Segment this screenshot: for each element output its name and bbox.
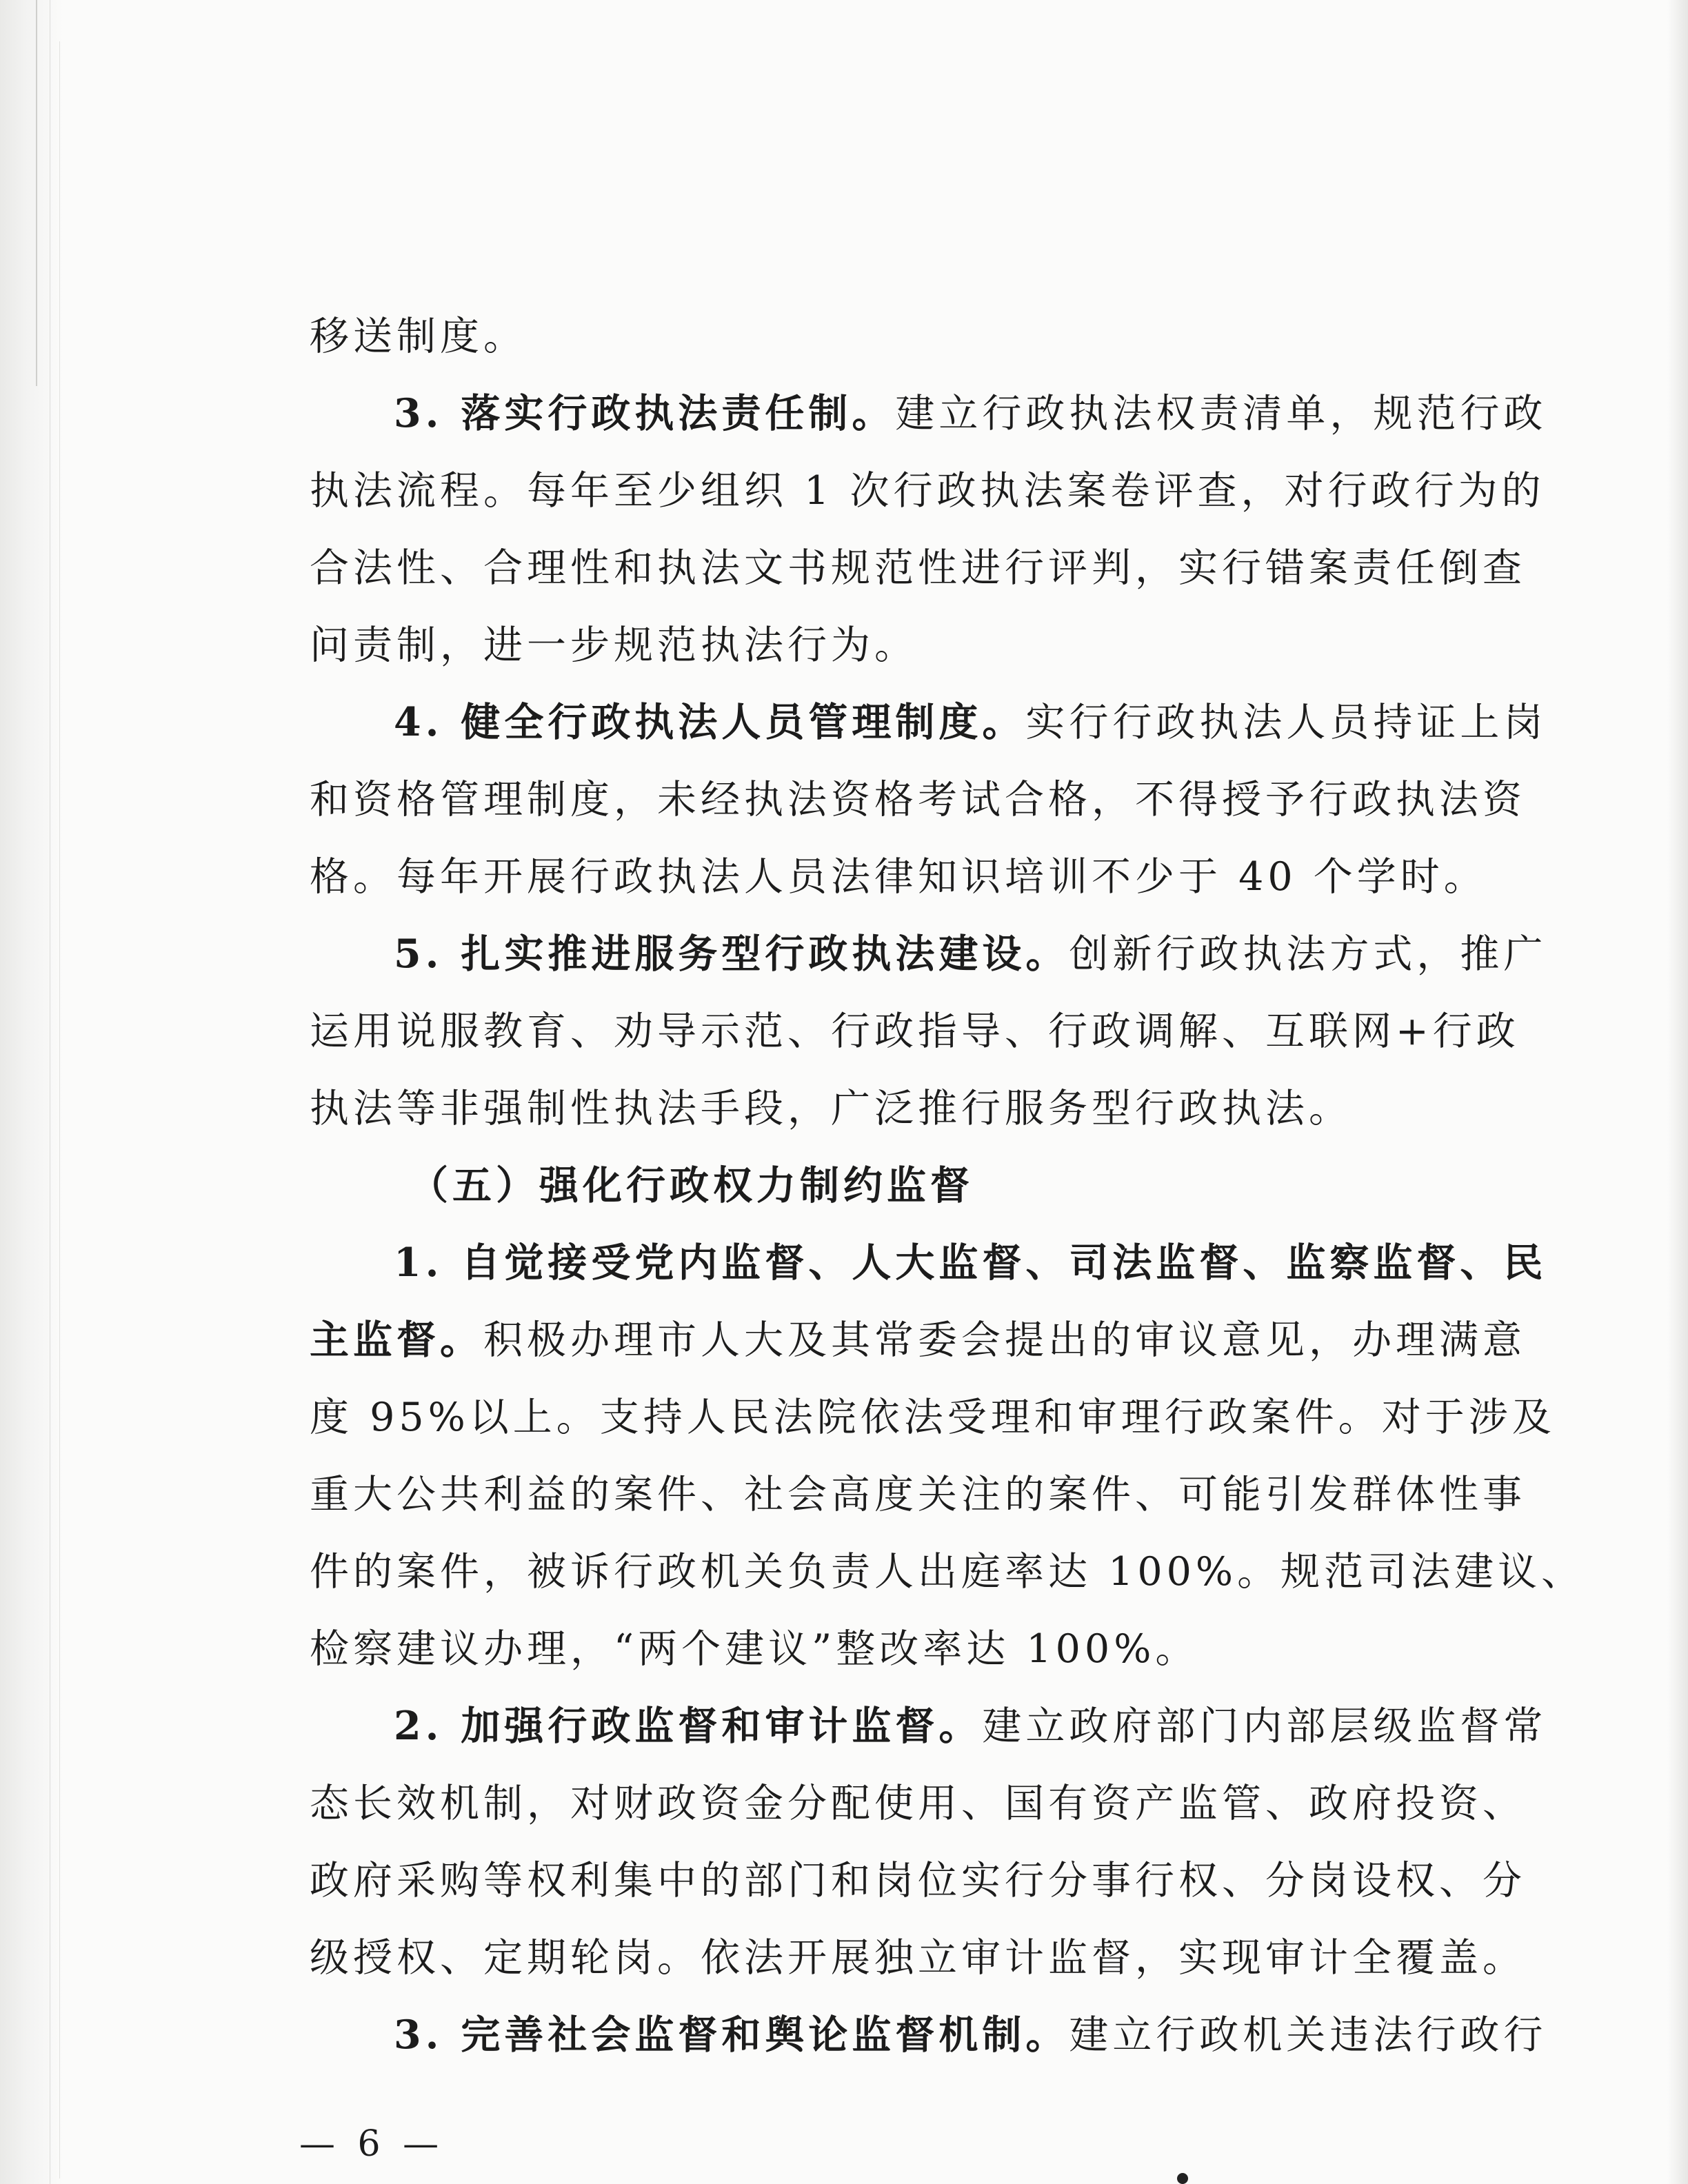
body-text: 重大公共利益的案件、社会高度关注的案件、可能引发群体性事 [310, 1472, 1526, 1517]
text-line [310, 298, 1509, 375]
text-line [310, 1919, 1526, 1996]
body-text: 创新行政执法方式，推广 [1069, 931, 1547, 977]
text-line [310, 1996, 1547, 2074]
text-line [310, 375, 1547, 452]
text-line [310, 607, 1509, 684]
text-line [310, 1147, 1509, 1224]
body-text: 积极办理市人大及其常委会提出的审议意见，办理满意 [483, 1317, 1526, 1363]
body-text: 政府采购等权利集中的部门和岗位实行分事行权、分岗设权、分 [310, 1858, 1526, 1903]
item-heading: 4. 健全行政执法人员管理制度。 [394, 699, 1026, 745]
text-line [310, 1533, 1585, 1610]
text-line [310, 1379, 1556, 1456]
scan-artifact-line [36, 0, 37, 386]
body-text: 建立行政机关违法行政行 [1069, 2012, 1547, 2058]
body-text: 建立行政执法权责清单，规范行政 [895, 391, 1547, 436]
text-line [310, 1765, 1526, 1842]
text-line [310, 684, 1547, 761]
text-line [310, 452, 1545, 529]
text-line [310, 1688, 1547, 1765]
text-line [310, 916, 1547, 993]
item-heading: 2. 加强行政监督和审计监督。 [394, 1703, 983, 1749]
item-heading: 5. 扎实推进服务型行政执法建设。 [394, 931, 1069, 977]
body-text: 态长效机制，对财政资金分配使用、国有资产监管、政府投资、 [310, 1781, 1526, 1826]
scan-dot [1177, 2173, 1188, 2184]
scan-right-margin [1667, 0, 1688, 2184]
text-line [310, 1224, 1547, 1302]
section-heading: （五）强化行政权力制约监督 [409, 1162, 974, 1209]
body-text: 级授权、定期轮岗。依法开展独立审计监督，实现审计全覆盖。 [310, 1935, 1526, 1981]
text-line [310, 529, 1526, 607]
item-heading: 3. 完善社会监督和舆论监督机制。 [394, 2012, 1069, 2058]
item-heading: 1. 自觉接受党内监督、人大监督、司法监督、监察监督、民 [394, 1240, 1547, 1286]
item-heading-continued: 主监督。 [310, 1317, 483, 1363]
text-line [310, 1070, 1509, 1147]
text-line [310, 761, 1526, 838]
body-text: 建立政府部门内部层级监督常 [982, 1703, 1547, 1749]
body-text: 度 95%以上。支持人民法院依法受理和审理行政案件。对于涉及 [310, 1395, 1556, 1440]
page-number: — 6 — [299, 2123, 445, 2165]
body-text: 检察建议办理，“两个建议”整改率达 100%。 [310, 1626, 1199, 1672]
body-text: 合法性、合理性和执法文书规范性进行评判，实行错案责任倒查 [310, 545, 1526, 591]
body-text: 执法等非强制性执法手段，广泛推行服务型行政执法。 [310, 1086, 1352, 1131]
scan-artifact-line [59, 41, 60, 2178]
text-line [310, 838, 1509, 916]
body-text: 问责制，进一步规范执法行为。 [310, 623, 918, 668]
text-line [310, 1610, 1509, 1688]
scan-left-margin [0, 0, 63, 2184]
body-text: 运用说服教育、劝导示范、行政指导、行政调解、互联网+行政 [310, 1009, 1520, 1054]
body-text: 实行行政执法人员持证上岗 [1025, 700, 1547, 745]
body-text: 移送制度。 [310, 314, 527, 359]
item-heading: 3. 落实行政执法责任制。 [394, 390, 896, 436]
body-text: 执法流程。每年至少组织 1 次行政执法案卷评查，对行政行为的 [310, 468, 1545, 514]
text-line [310, 1302, 1526, 1379]
text-line [310, 1842, 1526, 1919]
body-text: 件的案件，被诉行政机关负责人出庭率达 100%。规范司法建议、 [310, 1549, 1585, 1595]
text-line [310, 1456, 1526, 1533]
document-body [310, 298, 1585, 2074]
body-text: 和资格管理制度，未经执法资格考试合格，不得授予行政执法资 [310, 777, 1526, 822]
text-line [310, 993, 1520, 1070]
body-text: 格。每年开展行政执法人员法律知识培训不少于 40 个学时。 [310, 854, 1487, 900]
